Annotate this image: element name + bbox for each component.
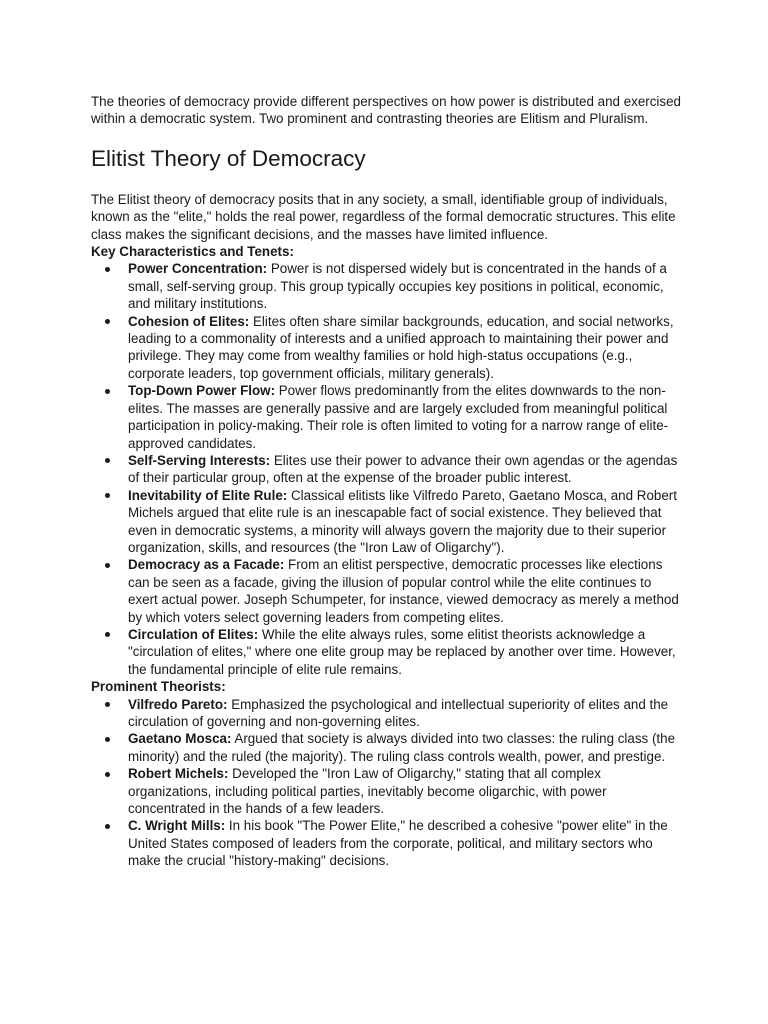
bullet-icon xyxy=(105,824,110,829)
item-text: Power flows predominantly from the elites downwards to the non-elites. The masses are generally passive and are largely excluded from meaningful political participation in policy-making. Their role is often limited to voting for a narrow range of elite-approved candidates. xyxy=(128,383,669,451)
list-item xyxy=(128,817,681,869)
item-term: Circulation of Elites: xyxy=(128,626,259,642)
item-text: Power is not dispersed widely but is concentrated in the hands of a small, self-serving group. This group typically occupies key positions in political, economic, and military institutions. xyxy=(128,261,667,312)
item-term: Self-Serving Interests: xyxy=(128,452,271,468)
item-text: Emphasized the psychological and intellectual superiority of elites and the circulation of governing and non-governing elites. xyxy=(128,696,669,729)
theorists-label: Prominent Theorists: xyxy=(91,679,226,695)
theorists-list xyxy=(91,696,681,870)
item-term: Inevitability of Elite Rule: xyxy=(128,487,288,503)
bullet-icon xyxy=(105,737,110,742)
item-term: Power Concentration: xyxy=(128,261,268,277)
item-text: While the elite always rules, some elitist theorists acknowledge a "circulation of elites," where one elite group may be replaced by another over time. However, the fundamental principle of elite rule remains. xyxy=(128,626,676,677)
bullet-icon xyxy=(105,632,110,637)
item-term: Democracy as a Facade: xyxy=(128,557,285,573)
section-heading: Elitist Theory of Democracy xyxy=(91,145,366,171)
bullet-icon xyxy=(105,319,110,324)
item-term: Cohesion of Elites: xyxy=(128,313,250,329)
characteristics-label: Key Characteristics and Tenets: xyxy=(91,244,294,260)
bullet-icon xyxy=(105,563,110,568)
document-body xyxy=(91,93,681,870)
list-item xyxy=(128,696,681,731)
item-term: C. Wright Mills: xyxy=(128,818,226,834)
list-item xyxy=(128,626,681,678)
list-item xyxy=(128,382,681,452)
list-item xyxy=(128,730,681,765)
list-item xyxy=(128,452,681,487)
characteristics-list xyxy=(91,260,681,678)
list-item xyxy=(128,260,681,312)
item-text: In his book "The Power Elite," he described a cohesive "power elite" in the United States composed of leaders from the corporate, political, and military sectors who make the crucial "history-making" decisions. xyxy=(128,818,668,869)
item-text: From an elitist perspective, democratic processes like elections can be seen as a facade, giving the illusion of popular control while the elite continues to exert actual power. Joseph Schumpeter, for instance, viewed democracy as merely a method by which voters select governing leaders from competing elites. xyxy=(128,557,679,625)
item-text: Argued that society is always divided into two classes: the ruling class (the minority) and the ruled (the majority). The ruling class controls wealth, power, and prestige. xyxy=(128,731,676,764)
bullet-icon xyxy=(105,493,110,498)
bullet-icon xyxy=(105,702,110,707)
list-item xyxy=(128,487,681,557)
bullet-icon xyxy=(105,458,110,463)
item-term: Gaetano Mosca: xyxy=(128,731,232,747)
item-term: Robert Michels: xyxy=(128,766,229,782)
bullet-icon xyxy=(105,772,110,777)
bullet-icon xyxy=(105,267,110,272)
overview-paragraph: The Elitist theory of democracy posits that in any society, a small, identifiable group of individuals, known as the "elite," holds the real power, regardless of the formal democratic structures. This elite class makes the significant decisions, and the masses have limited influence. xyxy=(91,191,676,242)
list-item xyxy=(128,313,681,383)
list-item xyxy=(128,556,681,626)
item-text: Elites use their power to advance their own agendas or the agendas of their particular group, often at the expense of the broader public interest. xyxy=(128,452,678,486)
item-text: Developed the "Iron Law of Oligarchy," stating that all complex organizations, including political parties, inevitably become oligarchic, with power concentrated in the hands of a few leaders. xyxy=(128,766,607,817)
intro-paragraph: The theories of democracy provide different perspectives on how power is distributed and exercised within a democratic system. Two prominent and contrasting theories are Elitism and Pluralism. xyxy=(91,94,681,127)
bullet-icon xyxy=(105,389,110,394)
item-text: Classical elitists like Vilfredo Pareto, Gaetano Mosca, and Robert Michels argued that elite rule is an inescapable fact of social existence. They believed that even in democratic systems, a minority will always govern the majority due to their superior organization, skills, and resources (the "Iron Law of Oligarchy"). xyxy=(128,487,677,555)
item-term: Vilfredo Pareto: xyxy=(128,696,228,712)
item-text: Elites often share similar backgrounds, education, and social networks, leading to a commonality of interests and a unified approach to maintaining their power and privilege. They may come from wealthy families or hold high-status occupations (e.g., corporate leaders, top government officials, military generals). xyxy=(128,313,674,381)
list-item xyxy=(128,765,681,817)
item-term: Top-Down Power Flow: xyxy=(128,383,276,399)
